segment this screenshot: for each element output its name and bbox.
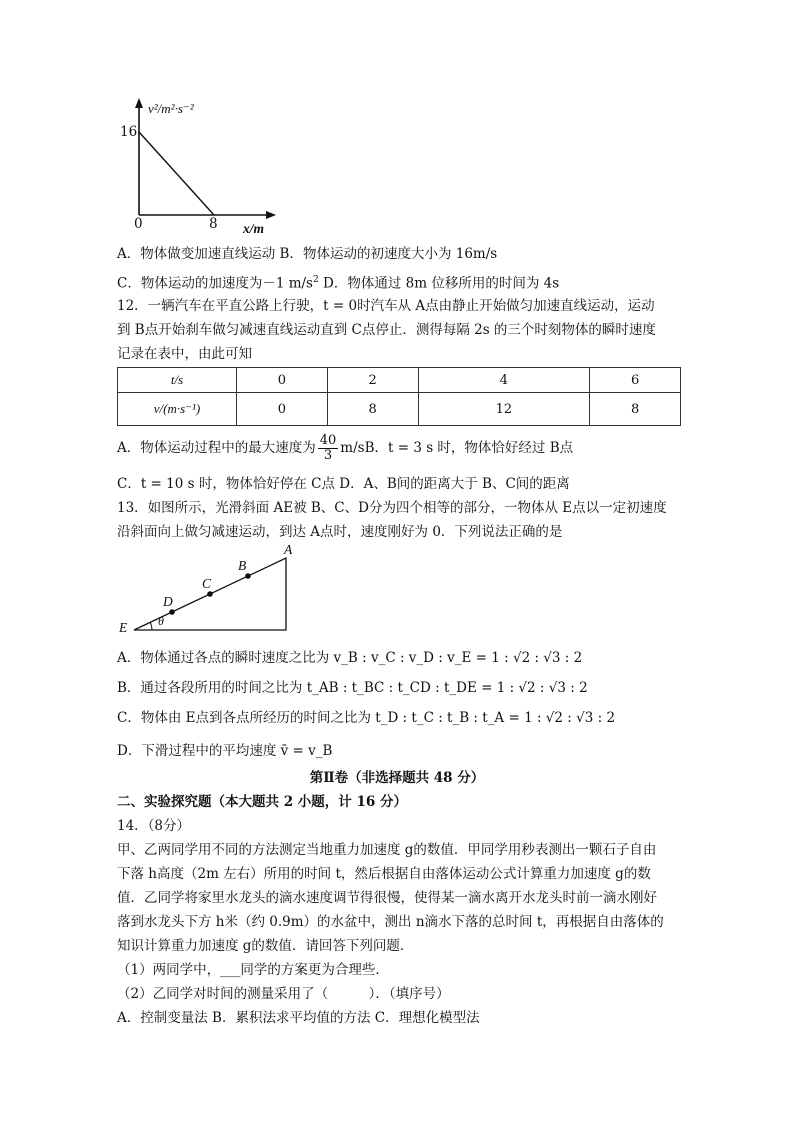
- q14-p3: 值．乙同学将家里水龙头的滴水速度调节得很慢，使得某一滴水离开水龙头时前一滴水刚好: [117, 890, 657, 906]
- q14-p4: 落到水龙头下方 h米（约 0.9m）的水盆中，测出 n滴水下落的总时间 t，再根据自由落体的: [117, 914, 664, 930]
- q12-line1: 12．一辆汽车在平直公路上行驶，t = 0时汽车从 A点由静止开始做匀加速直线运动，运动: [117, 298, 655, 314]
- q13-option-a: A．物体通过各点的瞬时速度之比为 v_B : v_C : v_D : v_E = 1 : √2 : √3 : 2: [117, 650, 583, 666]
- label-a: A: [284, 542, 293, 557]
- q11-option-d: D．物体通过 8m 位移所用的时间为 4s: [318, 275, 560, 292]
- q14-p2: 下落 h高度（2m 左右）所用的时间 t，然后根据自由落体运动公式计算重力加速度 g的数: [117, 866, 651, 882]
- table-row: [118, 368, 681, 393]
- theta-arc: [150, 622, 152, 630]
- y-axis-arrow: [135, 98, 143, 108]
- table-cell: 8: [590, 393, 681, 426]
- q14-p5: 知识计算重力加速度 g的数值．请回答下列问题．: [117, 938, 414, 954]
- x-axis-arrow: [266, 211, 276, 219]
- table-header-cell: 6: [590, 368, 681, 393]
- q11-options-ab: A．物体做变加速直线运动 B．物体运动的初速度大小为 16m/s: [117, 246, 498, 262]
- q14-sub1: （1）两同学中，___同学的方案更为合理些．: [117, 962, 389, 978]
- label-e: E: [119, 620, 128, 635]
- table-cell: 12: [418, 393, 590, 426]
- q13-option-b: B．通过各段所用的时间之比为 t_AB : t_BC : t_CD : t_DE = 1 : √2 : √3 : 2: [117, 680, 588, 696]
- table-header-cell: t/s: [118, 368, 237, 393]
- q14-sub2: （2）乙同学对时间的测量采用了（ ）．（填序号）: [117, 986, 450, 1002]
- fraction: [318, 434, 339, 463]
- table-header-cell: 0: [237, 368, 328, 393]
- fraction-numerator: 40: [319, 433, 337, 448]
- section-heading: 二、实验探究题（本大题共 2 小题，计 16 分）: [117, 794, 407, 810]
- table-cell: 0: [237, 393, 328, 426]
- q14-options: A．控制变量法 B．累积法求平均值的方法 C．理想化模型法: [117, 1010, 480, 1026]
- label-theta: θ: [158, 614, 164, 628]
- q12-option-ab: [117, 434, 573, 463]
- graph-line: [139, 132, 214, 215]
- graph-y-label: v²/m²·s⁻²: [148, 101, 194, 116]
- q12-line2: 到 B点开始刹车做匀减速直线运动直到 C点停止．测得每隔 2s 的三个时刻物体的瞬时速度: [117, 322, 656, 338]
- q11-option-c: C．物体运动的加速度为－1 m/s: [117, 275, 313, 292]
- graph-y-tick: 16: [120, 124, 138, 140]
- label-d: D: [163, 594, 173, 609]
- graph-origin: 0: [134, 216, 143, 232]
- point-b: [245, 573, 251, 579]
- table-row-label: v/(m·s⁻¹): [118, 393, 237, 426]
- q12-option-a: A．物体运动过程中的最大速度为: [117, 440, 316, 456]
- q14-p1: 甲、乙两同学用不同的方法测定当地重力加速度 g的数值．甲同学用秒表测出一颗石子自由: [117, 842, 657, 858]
- fraction-denominator: 3: [323, 448, 333, 463]
- point-d: [169, 609, 175, 615]
- q13-option-c: C．物体由 E点到各点所经历的时间之比为 t_D : t_C : t_B : t_A = 1 : √2 : √3 : 2: [117, 710, 616, 726]
- q13-option-d: D．下滑过程中的平均速度 v̄ = v_B: [117, 743, 333, 759]
- label-c: C: [202, 576, 212, 591]
- label-b: B: [238, 558, 247, 573]
- q12-line3: 记录在表中，由此可知: [117, 346, 252, 362]
- part2-title: 第Ⅱ卷（非选择题共 48 分）: [309, 770, 485, 786]
- q12-option-b: m/sB．t = 3 s 时，物体恰好经过 B点: [340, 440, 574, 456]
- table-row: [118, 393, 681, 426]
- graph-x-tick: 8: [209, 216, 218, 232]
- point-c: [207, 591, 213, 597]
- table-header-cell: 2: [327, 368, 418, 393]
- graph-x-label: x/m: [243, 221, 265, 236]
- q12-table: [117, 367, 681, 426]
- table-header-cell: 4: [418, 368, 590, 393]
- q13-line2: 沿斜面向上做匀减速运动，到达 A点时，速度刚好为 0．下列说法正确的是: [117, 524, 563, 540]
- q11-options-cd: C．物体运动的加速度为－1 $m/s^2$ D．物体通过 8m 位移所用的时间为 4s: [117, 275, 560, 292]
- q14-head: 14．（8分）: [117, 818, 191, 834]
- q13-line1: 13．如图所示，光滑斜面 AE被 B、C、D分为四个相等的部分，一物体从 E点以一定初速度: [117, 500, 667, 516]
- table-cell: 8: [327, 393, 418, 426]
- q12-option-cd: C．t = 10 s 时，物体恰好停在 C点 D．A、B间的距离大于 B、C间的距离: [117, 476, 570, 492]
